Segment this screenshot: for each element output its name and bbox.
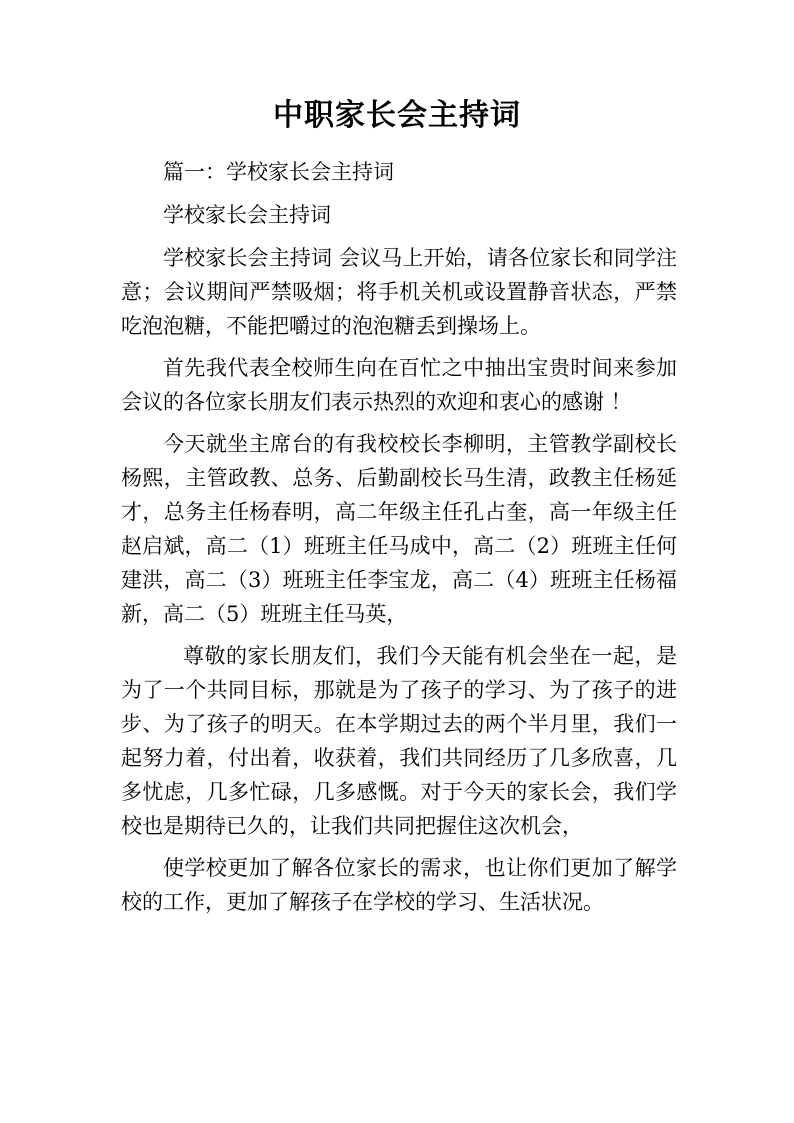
paragraph-introductions: 今天就坐主席台的有我校校长李柳明，主管教学副校长杨熙，主管政教、总务、后勤副校长马生清，政教主任杨延才，总务主任杨春明，高二年级主任孔占奎，高一年级主任赵启斌，高二（1）班班主任马成中，高二（2）班班主任何建洪，高二（3）班班主任李宝龙，高二（4）班班主任杨福新，高二（5）班班主任马英， — [121, 432, 677, 626]
paragraph-purpose: 使学校更加了解各位家长的需求，也让你们更加了解学校的工作，更加了解孩子在学校的学习、生活状况。 — [121, 856, 677, 914]
document-title: 中职家长会主持词 — [273, 98, 521, 133]
subheading: 学校家长会主持词 — [163, 203, 331, 227]
paragraph-welcome: 首先我代表全校师生向在百忙之中抽出宝贵时间来参加会议的各位家长朋友们表示热烈的欢迎和衷心的感谢 ！ — [121, 356, 677, 414]
document-body — [121, 155, 677, 927]
section-heading: 篇一：学校家长会主持词 — [163, 160, 394, 184]
paragraph-opening: 学校家长会主持词 会议马上开始，请各位家长和同学注意；会议期间严禁吸烟；将手机关机或设置静音状态，严禁吃泡泡糖，不能把嚼过的泡泡糖丢到操场上。 — [121, 246, 677, 338]
paragraph-address: 尊敬的家长朋友们，我们今天能有机会坐在一起，是为了一个共同目标，那就是为了孩子的学习、为了孩子的进步、为了孩子的明天。在本学期过去的两个半月里，我们一起努力着，付出着，收获着，我们共同经历了几多欣喜，几多忧虑，几多忙碌，几多感慨。对于今天的家长会，我们学校也是期待已久的，让我们共同把握住这次机会， — [121, 644, 677, 838]
